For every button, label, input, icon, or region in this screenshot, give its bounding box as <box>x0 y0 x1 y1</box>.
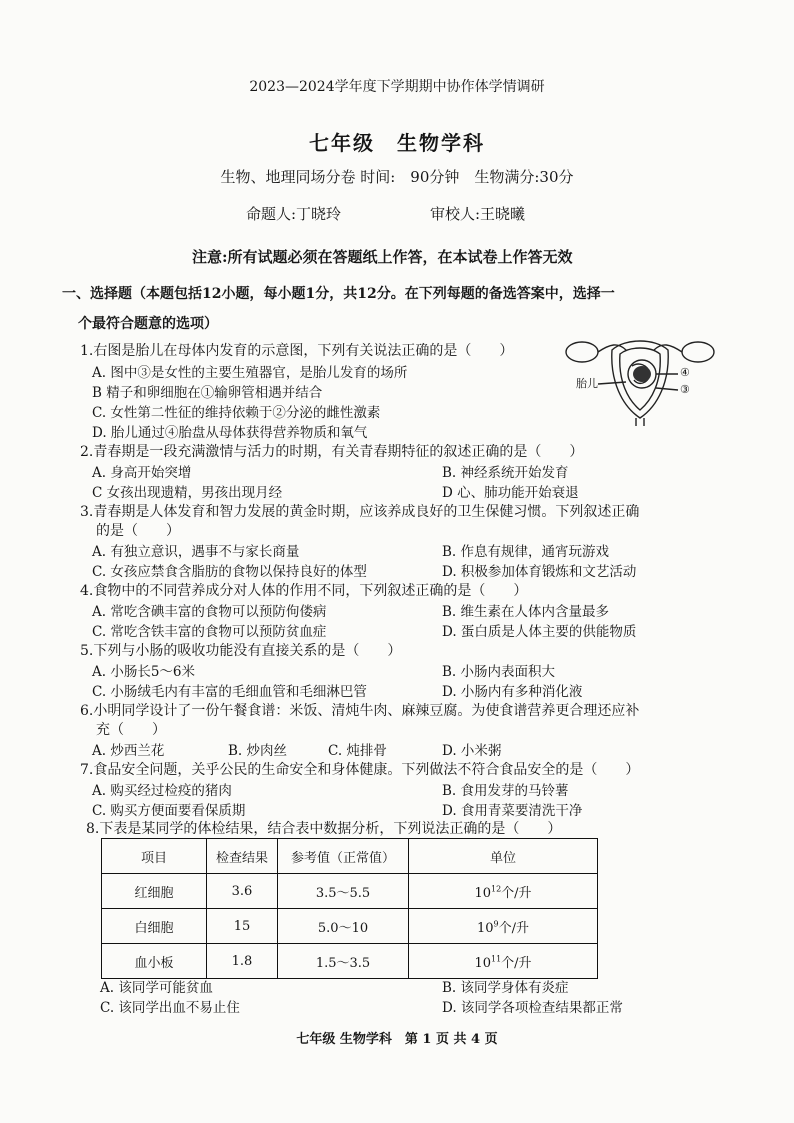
fetus-label: 胎儿 <box>576 377 598 390</box>
q2-option-b: B. 神经系统开始发育 <box>442 465 569 481</box>
q5-option-b: B. 小肠内表面积大 <box>442 664 556 680</box>
section-heading-line1: 一、选择题（本题包括12小题，每小题1分，共12分。在下列每题的备选答案中，选择一 <box>62 286 615 302</box>
q6-option-a: A. 炒西兰花 <box>92 743 165 759</box>
q7-option-b: B. 食用发芽的马铃薯 <box>442 783 569 799</box>
cell-result: 3.6 <box>207 874 278 909</box>
page-footer: 七年级 生物学科 第 1 页 共 4 页 <box>296 1032 498 1047</box>
q6-option-b: B. 炒肉丝 <box>228 743 288 759</box>
q3-option-d: D. 积极参加体育锻炼和文艺活动 <box>442 564 637 580</box>
cell-item: 红细胞 <box>102 874 207 909</box>
question-7-stem: 7.食品安全问题，关乎公民的生命安全和身体健康。下列做法不符合食品安全的是（ ） <box>80 762 640 778</box>
q4-option-a: A. 常吃含碘丰富的食物可以预防佝偻病 <box>92 604 327 620</box>
notice: 注意:所有试题必须在答题纸上作答，在本试卷上作答无效 <box>192 248 573 266</box>
q6-option-c: C. 炖排骨 <box>328 743 387 759</box>
label-3: ③ <box>680 383 690 396</box>
q4-option-b: B. 维生素在人体内含量最多 <box>442 604 610 620</box>
q3-option-a: A. 有独立意识，遇事不与家长商量 <box>92 544 300 560</box>
q1-option-a: A. 图中③是女性的主要生殖器官，是胎儿发育的场所 <box>92 365 408 381</box>
exam-info: 生物、地理同场分卷 时间: 90分钟 生物满分:30分 <box>220 168 574 186</box>
q4-option-c: C. 常吃含铁丰富的食物可以预防贫血症 <box>92 624 327 640</box>
table-header-row <box>102 839 598 874</box>
q2-option-c: C 女孩出现遗精，男孩出现月经 <box>92 485 283 501</box>
q5-option-c: C. 小肠绒毛内有丰富的毛细血管和毛细淋巴管 <box>92 684 367 700</box>
q7-option-c: C. 购买方便面要看保质期 <box>92 803 246 819</box>
exam-title: 2023—2024学年度下学期期中协作体学情调研 <box>249 79 545 95</box>
header-reference: 参考值（正常值） <box>278 839 409 874</box>
q1-option-b: B 精子和卵细胞在①输卵管相遇并结合 <box>92 385 323 401</box>
q7-option-d: D. 食用青菜要清洗干净 <box>442 803 583 819</box>
label-4: ④ <box>680 366 690 379</box>
header-item: 项目 <box>102 839 207 874</box>
question-3-stem: 3.青春期是人体发育和智力发展的黄金时期，应该养成良好的卫生保健习惯。下列叙述正确 <box>80 504 640 520</box>
question-1-stem: 1.右图是胎儿在母体内发育的示意图，下列有关说法正确的是（ ） <box>80 343 514 359</box>
q8-option-d: D. 该同学各项检查结果都正常 <box>442 1000 623 1016</box>
cell-item: 白细胞 <box>102 909 207 944</box>
q7-option-a: A. 购买经过检疫的猪肉 <box>92 783 232 799</box>
cell-item: 血小板 <box>102 944 207 979</box>
q8-option-a: A. 该同学可能贫血 <box>100 980 213 996</box>
question-2-stem: 2.青春期是一段充满激情与活力的时期，有关青春期特征的叙述正确的是（ ） <box>80 444 584 460</box>
subject-title: 七年级 生物学科 <box>309 131 485 155</box>
q2-option-d: D 心、肺功能开始衰退 <box>442 485 579 501</box>
table-row <box>102 909 598 944</box>
q3-option-c: C. 女孩应禁食含脂肪的食物以保持良好的体型 <box>92 564 367 580</box>
cell-result: 1.8 <box>207 944 278 979</box>
question-8-stem: 8.下表是某同学的体检结果，结合表中数据分析，下列说法正确的是（ ） <box>86 821 562 837</box>
cell-reference: 1.5～3.5 <box>278 944 409 979</box>
q8-option-b: B. 该同学身体有炎症 <box>442 980 569 996</box>
question-4-stem: 4.食物中的不同营养成分对人体的作用不同，下列叙述正确的是（ ） <box>80 583 528 599</box>
cell-result: 15 <box>207 909 278 944</box>
cell-reference: 3.5～5.5 <box>278 874 409 909</box>
section-heading-line2: 个最符合题意的选项） <box>78 316 218 332</box>
header-result: 检查结果 <box>207 839 278 874</box>
cell-reference: 5.0～10 <box>278 909 409 944</box>
q4-option-d: D. 蛋白质是人体主要的供能物质 <box>442 624 637 640</box>
q6-option-d: D. 小米粥 <box>442 743 502 759</box>
table-row <box>102 944 598 979</box>
author: 命题人:丁晓玲 <box>246 205 342 223</box>
question-6-stem: 6.小明同学设计了一份午餐食谱：米饭、清炖牛肉、麻辣豆腐。为使食谱营养更合理还应补 <box>80 703 640 719</box>
q3-option-b: B. 作息有规律，通宵玩游戏 <box>442 544 610 560</box>
cell-unit: $10^{11}$个/升 <box>409 944 598 979</box>
uterus-fetus-figure <box>560 326 720 426</box>
q1-option-d: D. 胎儿通过④胎盘从母体获得营养物质和氧气 <box>92 425 368 441</box>
header-unit: 单位 <box>409 839 598 874</box>
cell-unit: $10^{12}$个/升 <box>409 874 598 909</box>
q5-option-d: D. 小肠内有多种消化液 <box>442 684 583 700</box>
table-row <box>102 874 598 909</box>
q1-option-c: C. 女性第二性征的维持依赖于②分泌的雌性激素 <box>92 405 381 421</box>
question-5-stem: 5.下列与小肠的吸收功能没有直接关系的是（ ） <box>80 643 402 659</box>
question-6-stem-cont: 充（ ） <box>96 722 166 738</box>
reviewer: 审校人:王晓曦 <box>430 205 526 223</box>
q8-option-c: C. 该同学出血不易止住 <box>100 1000 240 1016</box>
blood-test-table <box>101 838 598 979</box>
q2-option-a: A. 身高开始突增 <box>92 465 192 481</box>
cell-unit: $10^9$个/升 <box>409 909 598 944</box>
q5-option-a: A. 小肠长5～6米 <box>92 664 196 680</box>
question-3-stem-cont: 的是（ ） <box>96 523 180 539</box>
